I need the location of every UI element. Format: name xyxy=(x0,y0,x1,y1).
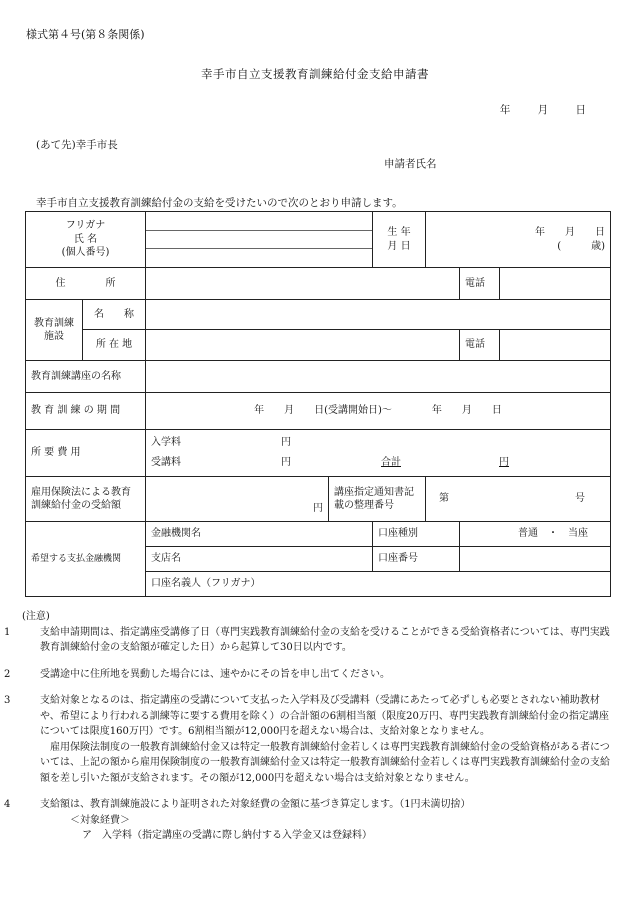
note-4-text: 支給額は、教育訓練施設により証明された対象経費の金額に基づき算定します。（1円未満切捨） xyxy=(40,799,471,810)
individual-number-label: (個人番号) xyxy=(61,247,110,259)
name-label: 氏 名 xyxy=(73,233,98,245)
application-table xyxy=(25,211,611,597)
bank-section-label: 希望する支払金融機関 xyxy=(26,522,146,597)
address-phone-label: 電話 xyxy=(460,268,500,300)
facility-phone-field[interactable] xyxy=(500,330,611,361)
age-value: ( 歳) xyxy=(557,240,605,252)
course-name-field[interactable] xyxy=(146,361,611,393)
notice-number-prefix: 第 xyxy=(439,493,449,505)
branch-label: 支店名 xyxy=(151,553,181,565)
branch-field[interactable] xyxy=(146,547,373,572)
training-period-label: 教 育 訓 練 の 期 間 xyxy=(26,393,146,430)
entrance-fee-yen: 円 xyxy=(281,437,291,449)
address-phone-field[interactable] xyxy=(500,268,611,300)
document-title: 幸手市自立支援教育訓練給付金支給申請書 xyxy=(201,67,429,81)
account-type-label: 口座種別 xyxy=(373,522,460,547)
account-holder-field[interactable] xyxy=(146,572,611,597)
name-input-cell[interactable] xyxy=(146,212,373,268)
account-number-field[interactable] xyxy=(460,547,611,572)
note-3-paragraph-2: 雇用保険法制度の一般教育訓練給付金又は特定一般教育訓練給付金若しくは専門実践教育訓練給付金の受給資格がある者については、上記の額から雇用保険制度の一般教育訓練給付金又は特定一般教育訓練給付金若しくは専門実践教育訓練給付金の支給額を差し引いた額が支給されます。その額が12,000円を超えない場合は支給対象となりません。 xyxy=(40,741,610,784)
entrance-fee-row[interactable] xyxy=(151,433,605,453)
note-3-number: 3 xyxy=(4,695,11,706)
course-name-label: 教育訓練講座の名称 xyxy=(26,361,146,393)
bank-name-label: 金融機関名 xyxy=(151,528,201,540)
note-1-number: 1 xyxy=(4,626,11,638)
total-yen: 円 xyxy=(499,457,509,469)
insurance-benefit-label: 雇用保険法による教育訓練給付金の受給額 xyxy=(26,477,146,522)
note-4 xyxy=(4,797,612,813)
notes-section xyxy=(4,609,612,844)
facility-name-field[interactable] xyxy=(146,300,611,330)
total-label: 合計 xyxy=(381,457,401,469)
note-3-text: 支給対象となるのは、指定講座の受講について支払った入学料及び受講料（受講にあたって必ずしも必要とされない補助教材や、希望により行われる訓練等に要する費用を除く）の合計額の6割相当額（限度20万円、専門実践教育訓練給付金の指定講座については限度160万円）です。6割相当額が12,000円を超えない場合は、支給対象となりません。 xyxy=(40,695,609,737)
birthdate-field[interactable] xyxy=(426,212,611,268)
entrance-fee-label: 入学料 xyxy=(151,437,181,449)
insurance-benefit-yen: 円 xyxy=(313,502,323,514)
intro-text: 幸手市自立支援教育訓練給付金の支給を受けたいので次のとおり申請します。 xyxy=(36,197,403,209)
training-period-field[interactable]: 年 月 日(受講開始日)～ 年 月 日 xyxy=(146,393,611,430)
note-4-number: 4 xyxy=(4,799,11,810)
notice-number-label: 講座指定通知書記載の整理番号 xyxy=(329,477,426,522)
form-number: 様式第４号(第８条関係) xyxy=(26,28,145,41)
insurance-benefit-field[interactable] xyxy=(146,477,329,522)
applicant-name-label: 申請者氏名 xyxy=(384,158,437,170)
total-field[interactable] xyxy=(381,456,509,470)
note-3 xyxy=(4,693,612,740)
account-number-label: 口座番号 xyxy=(373,547,460,572)
note-4-item-a: ア 入学料（指定講座の受講に際し納付する入学金又は登録料） xyxy=(82,830,372,841)
note-1-text: 支給申請期間は、指定講座受講修了日（専門実践教育訓練給付金の支給を受けることができる受給資格者については、専門実践教育訓練給付金の支給額が確定した日）から起算して30日以内です。 xyxy=(40,626,610,653)
notes-heading: (注意) xyxy=(22,611,50,622)
addressee: (あて先)幸手市長 xyxy=(36,139,118,151)
furigana-field[interactable] xyxy=(146,212,372,230)
cost-label: 所 要 費 用 xyxy=(26,430,146,477)
notice-number-suffix: 号 xyxy=(575,493,585,505)
facility-name-label: 名 称 xyxy=(83,300,146,330)
name-label-cell xyxy=(26,212,146,268)
birthdate-label-cell xyxy=(373,212,426,268)
birthdate-value: 年 月 日 xyxy=(535,227,605,238)
notice-number-field[interactable] xyxy=(426,477,611,522)
address-label: 住 所 xyxy=(26,268,146,300)
cost-cell xyxy=(146,430,611,477)
account-type-field[interactable]: 普通 ・ 当座 xyxy=(460,522,611,547)
individual-number-field[interactable] xyxy=(146,249,372,267)
note-2 xyxy=(4,667,612,683)
facility-phone-label: 電話 xyxy=(460,330,500,361)
bank-name-field[interactable] xyxy=(146,522,373,547)
tuition-row[interactable] xyxy=(151,453,605,473)
facility-location-field[interactable] xyxy=(146,330,460,361)
birth-label-1: 生 年 xyxy=(387,227,411,238)
tuition-yen: 円 xyxy=(281,457,291,469)
tuition-label: 受講料 xyxy=(151,457,181,469)
note-2-number: 2 xyxy=(4,668,11,680)
note-2-text: 受講途中に住所地を異動した場合には、速やかにその旨を申し出てください。 xyxy=(40,668,390,680)
account-holder-label: 口座名義人（フリガナ） xyxy=(151,578,261,590)
birth-label-2: 月 日 xyxy=(387,240,411,252)
note-4-subheading: ＜対象経費＞ xyxy=(70,814,130,826)
furigana-label: フリガナ xyxy=(65,220,106,232)
address-field[interactable] xyxy=(146,268,460,300)
date-line: 年 月 日 xyxy=(499,104,586,116)
name-field[interactable] xyxy=(146,231,372,248)
facility-label: 教育訓練施設 xyxy=(26,300,83,361)
facility-location-label: 所 在 地 xyxy=(83,330,146,361)
note-1 xyxy=(4,625,612,656)
